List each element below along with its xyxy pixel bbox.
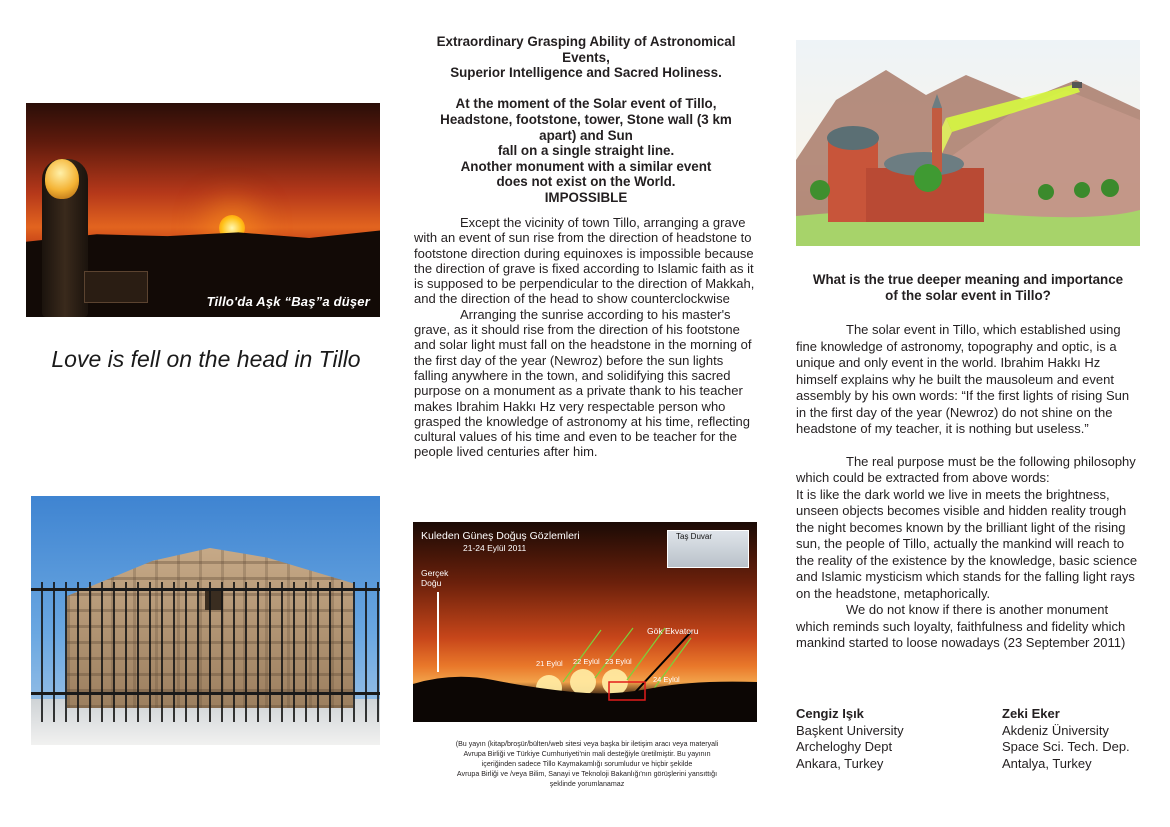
disclaimer-line: (Bu yayın (kitap/broşür/bülten/web sitesi veya başka bir iletişim aracı veya materyali [455, 740, 719, 748]
tower-dome [827, 126, 879, 150]
disclaimer-line: Avrupa Birliği ve Türkiye Cumhuriyeti'nin mali desteğiyle üretilmiştir. Bu yayının [463, 750, 711, 759]
author-affiliation: Akdeniz Üniversity [1002, 722, 1109, 738]
middle-body [414, 215, 760, 460]
heading-line: Extraordinary Grasping Ability of Astronomical [436, 34, 736, 49]
celestial-equator-label: Gök Ekvatoru [647, 626, 699, 636]
author-block-2 [1002, 706, 1152, 772]
disclaimer-line: içeriğinden sadece Tillo Kaymakamlığı sorumludur ve hiçbir şekilde [481, 760, 693, 769]
heading-line-impossible: IMPOSSIBLE [544, 189, 628, 205]
right-heading [796, 272, 1140, 304]
author-name: Zeki Eker [1002, 706, 1060, 721]
heading-spacer [412, 81, 760, 97]
stone-wall-photo [31, 496, 380, 745]
day-label-24: 24 Eylül [653, 675, 680, 684]
heading-line: of the solar event in Tillo? [885, 288, 1051, 303]
right-paragraph-3: We do not know if there is another monument which reminds such loyalty, faithfulness and fidelity which mankind started to loose nowadays (23 September 2011) [796, 602, 1126, 650]
turban-headstone [45, 159, 79, 199]
author-department: Archeloghy Dept [796, 739, 893, 754]
illustration-graphics [796, 40, 1140, 246]
heading-line: does not exist on the World. [496, 174, 676, 190]
right-paragraph-1: The solar event in Tillo, which established using fine knowledge of astronomy, topography and optic, is a unique and only event in the world. Ibrahim Hakkı Hz himself explains why he built the mausoleum and event assembly by his own words: “If the first lights of rising Sun in the first day of the year (Newroz) do not shine on the headstone of my teacher, it is nothing but useless.” [796, 322, 1130, 436]
right-body [796, 322, 1142, 652]
true-east-label: Gerçek Doğu [421, 568, 449, 588]
iron-fence [31, 582, 380, 722]
tree [1038, 184, 1054, 200]
day-label-22: 22 Eylül [573, 657, 600, 666]
mausoleum-illustration [796, 40, 1140, 246]
author-location: Antalya, Turkey [1002, 755, 1092, 771]
body-paragraph-2: Arranging the sunrise according to his master's grave, as it should rise from the direction of his footstone and solar light must fall on the headstone in the morning of the first day of the year (Newroz) before the sun lights falling anywhere in the town, and solidifying this sacred purpose on a monument as a private thank to his teacher makes Ibrahim Hakkı Hz very respectable person who grasped the knowledge of astronomy at his time, reflecting cultural values of his time and even to be teacher for the people lived centuries after him. [414, 306, 752, 460]
author-department: Space Sci. Tech. Dep. [1002, 739, 1130, 754]
sunrise-observation-diagram [413, 522, 757, 722]
tree [914, 164, 942, 192]
author-location: Ankara, Turkey [796, 755, 884, 771]
day-label-23: 23 Eylül [605, 657, 632, 666]
tree [1101, 179, 1119, 197]
heading-line: apart) and Sun [539, 127, 633, 143]
tree [1074, 182, 1090, 198]
diagram-title: Kuleden Güneş Doğuş Gözlemleri [421, 530, 580, 542]
disclaimer-line: Avrupa Birliği ve /veya Bilim, Sanayi ve Teknoloji Bakanlığı'nın görüşlerini yansıttığı [456, 770, 718, 779]
fence-rail-top [31, 588, 380, 591]
author-affiliation: Başkent University [796, 722, 904, 738]
paragraph-gap [796, 438, 1142, 454]
stone-wall-inset [667, 530, 749, 568]
heading-line: Another monument with a similar event [460, 158, 712, 174]
inset-label: Taş Duvar [676, 532, 713, 541]
heading-line: Events, [562, 49, 610, 65]
author-block-1 [796, 706, 986, 772]
disclaimer-line: şeklinde yorumlanamaz [549, 780, 625, 789]
fence-rail-bottom [31, 692, 380, 695]
photo-caption: Tillo'da Aşk “Baş”a düşer [206, 294, 370, 309]
author-name: Cengiz Işık [796, 706, 864, 721]
tagline: Love is fell on the head in Tillo [51, 346, 361, 372]
stone-wall-marker [1072, 82, 1082, 88]
eu-disclaimer [414, 739, 760, 789]
heading-line: fall on a single straight line. [497, 143, 675, 159]
right-paragraph-2a: The real purpose must be the following philosophy which could be extracted from above words: [796, 453, 1136, 485]
diagram-dates: 21-24 Eylül 2011 [463, 543, 527, 553]
sunset-photo [26, 103, 380, 317]
minaret [932, 108, 942, 172]
day-label-21: 21 Eylül [536, 659, 563, 668]
heading-line: What is the true deeper meaning and importance [812, 272, 1124, 287]
inscription-plaque [84, 271, 148, 303]
middle-heading [412, 34, 760, 206]
tree [810, 180, 830, 200]
heading-line: Headstone, footstone, tower, Stone wall (3 km [440, 111, 732, 127]
body-paragraph-1: Except the vicinity of town Tillo, arranging a grave with an event of sun rise from the direction of headstone to footstone direction during equinoxes is impossible because the direction of grave is fixed according to Islamic faith as it is supposed to be perpendicular to the direction of Makkah, and the direction of the head to show counterclockwise [414, 215, 755, 307]
heading-line: Superior Intelligence and Sacred Holiness. [450, 65, 722, 81]
heading-line: At the moment of the Solar event of Tillo, [455, 96, 717, 112]
right-paragraph-2b: It is like the dark world we live in meets the brightness, unseen objects becomes visible and hidden reality trough the night becomes known by the brilliant light of the rising sun, the people of Tillo, actually the mankind will reach to the reality of the existence by the knowledge, basic science and Islamic mysticism which stands for the falling light rays on the headstone, metaphorically. [796, 486, 1138, 601]
sun-22 [570, 669, 596, 695]
